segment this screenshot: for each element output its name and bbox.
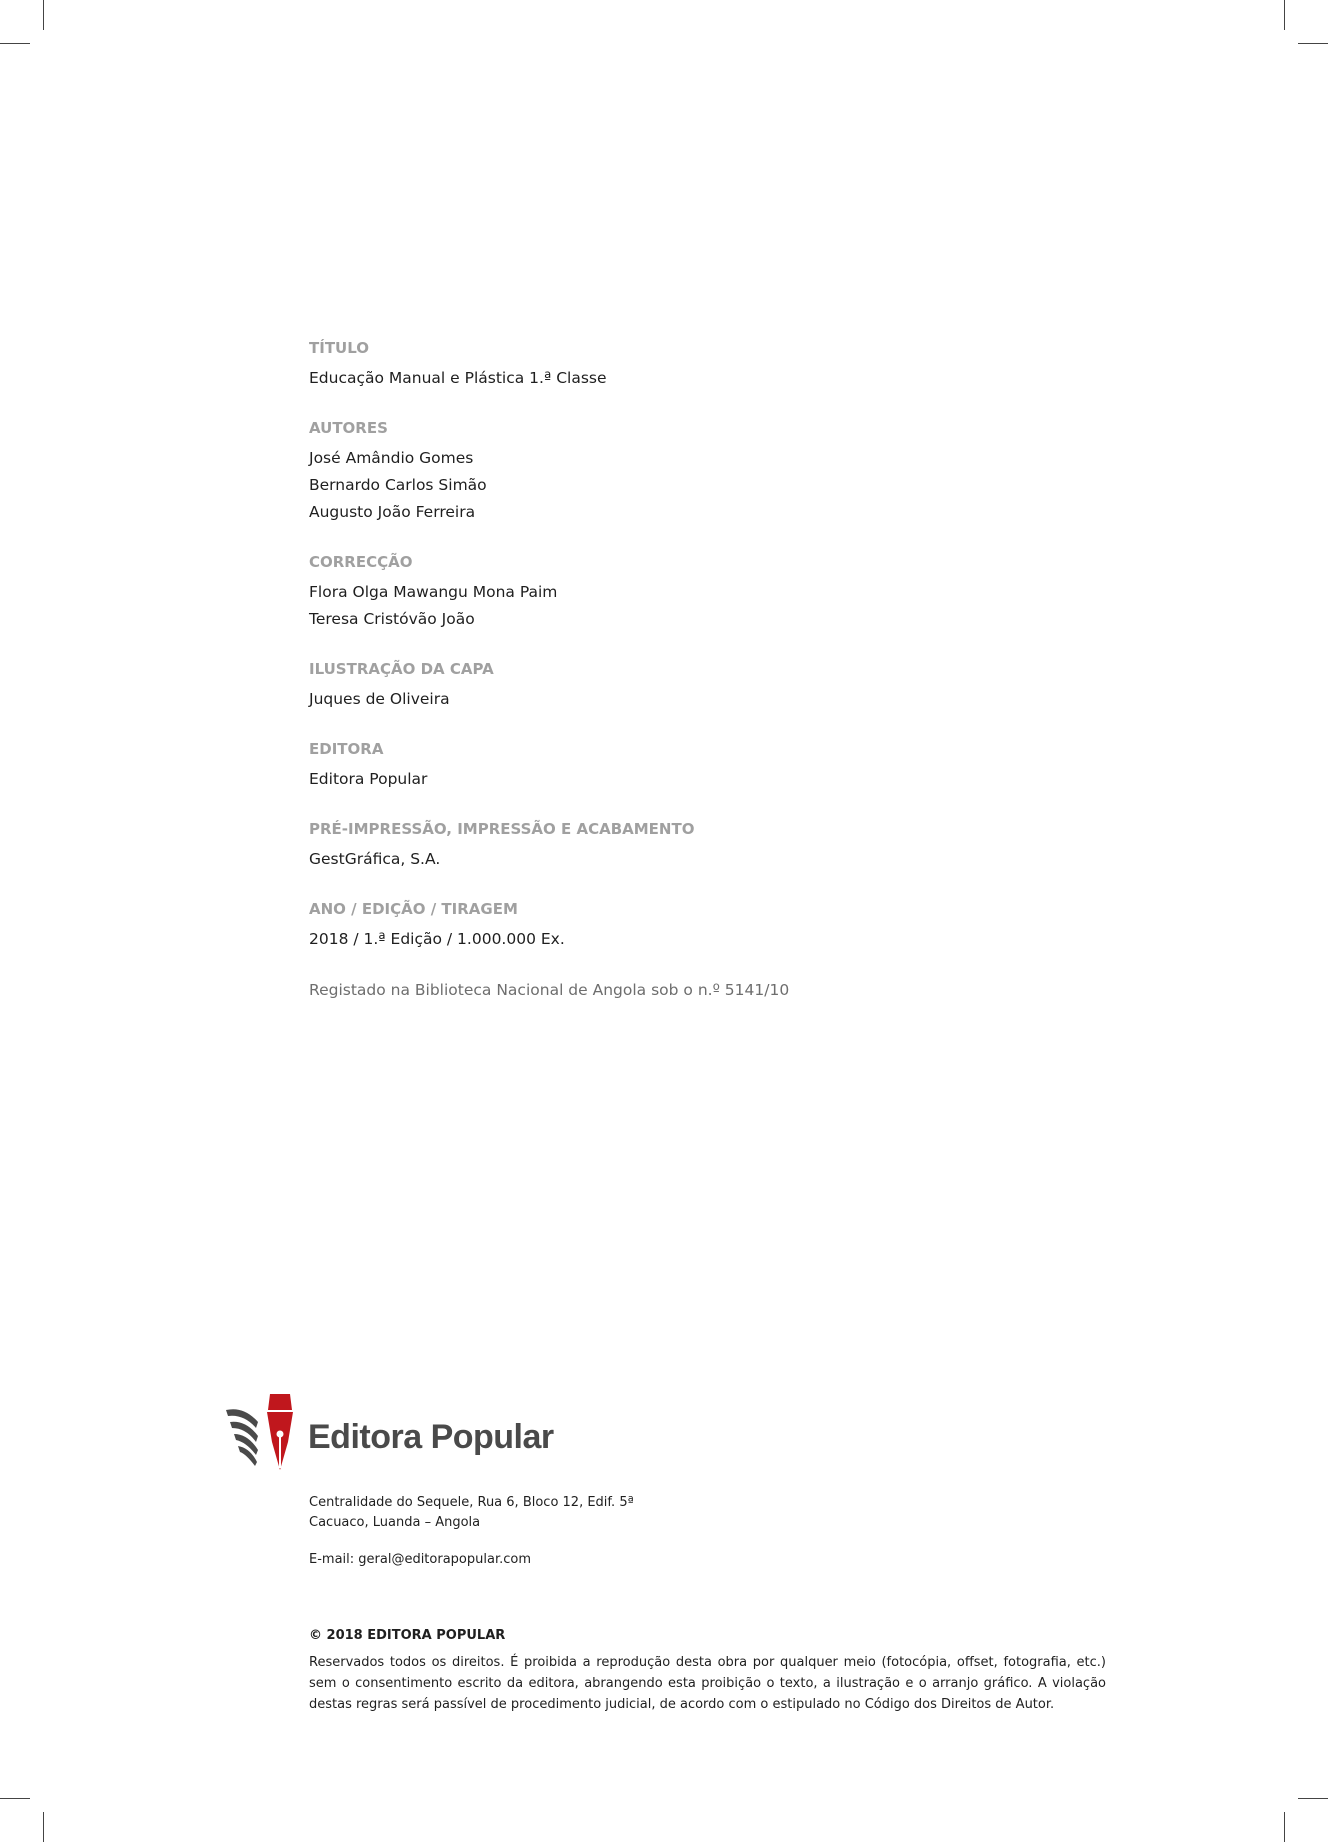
brand-name: Editora Popular: [308, 1418, 554, 1456]
copyright-block: [309, 1626, 1106, 1715]
crop-mark-bottom-left-vertical: [43, 1812, 44, 1842]
copyright-heading: © 2018 EDITORA POPULAR: [309, 1628, 506, 1643]
registry-note: Registado na Biblioteca Nacional de Angola sob o n.º 5141/10: [309, 981, 790, 999]
publisher-label: EDITORA: [309, 740, 384, 758]
crop-mark-top-left-horizontal: [0, 43, 30, 44]
publisher-section: [309, 739, 1069, 793]
copyright-text: Reservados todos os direitos. É proibida a reprodução desta obra por qualquer meio (fotocópia, offset, fotografia, etc.) sem o consentimento escrito da editora, abrangendo esta proibição o texto, a ilustração e o arranjo gráfico. A violação destas regras será passível de procedimento judicial, de acordo com o estipulado no Código dos Direitos de Autor.: [309, 1655, 1106, 1712]
printing-section: [309, 819, 1069, 873]
crop-mark-bottom-right-horizontal: [1298, 1798, 1328, 1799]
publisher-name: Editora Popular: [309, 770, 428, 788]
title-value: Educação Manual e Plástica 1.ª Classe: [309, 369, 607, 387]
crop-mark-bottom-left-horizontal: [0, 1798, 30, 1799]
correction-section: [309, 552, 1069, 633]
publisher-logo: [224, 1392, 554, 1472]
authors-label: AUTORES: [309, 419, 388, 437]
contact-block: [309, 1493, 1069, 1570]
author-name: Bernardo Carlos Simão: [309, 476, 487, 494]
author-name: Augusto João Ferreira: [309, 503, 476, 521]
pen-nib-with-pages-icon: [224, 1392, 304, 1472]
email-line: E-mail: geral@editorapopular.com: [309, 1552, 531, 1567]
title-section: [309, 338, 1069, 392]
printer-name: GestGráfica, S.A.: [309, 850, 441, 868]
year-edition-value: 2018 / 1.ª Edição / 1.000.000 Ex.: [309, 930, 565, 948]
crop-mark-bottom-right-vertical: [1284, 1812, 1285, 1842]
corrector-name: Flora Olga Mawangu Mona Paim: [309, 583, 558, 601]
cover-illustrator-name: Juques de Oliveira: [309, 690, 450, 708]
address-line-1: Centralidade do Sequele, Rua 6, Bloco 12, Edif. 5ª: [309, 1495, 634, 1510]
crop-mark-top-right-horizontal: [1298, 43, 1328, 44]
correction-label: CORRECÇÃO: [309, 553, 413, 571]
year-edition-section: [309, 899, 1069, 953]
author-name: José Amândio Gomes: [309, 449, 474, 467]
corrector-name: Teresa Cristóvão João: [309, 610, 475, 628]
cover-illustration-section: [309, 659, 1069, 713]
year-edition-label: ANO / EDIÇÃO / TIRAGEM: [309, 900, 518, 918]
authors-section: [309, 418, 1069, 526]
printing-label: PRÉ-IMPRESSÃO, IMPRESSÃO E ACABAMENTO: [309, 820, 695, 838]
crop-mark-top-right-vertical: [1284, 0, 1285, 30]
crop-mark-top-left-vertical: [43, 0, 44, 30]
cover-illustration-label: ILUSTRAÇÃO DA CAPA: [309, 660, 494, 678]
credits-block: [309, 338, 1069, 1001]
address-line-2: Cacuaco, Luanda – Angola: [309, 1515, 481, 1530]
title-label: TÍTULO: [309, 339, 369, 357]
